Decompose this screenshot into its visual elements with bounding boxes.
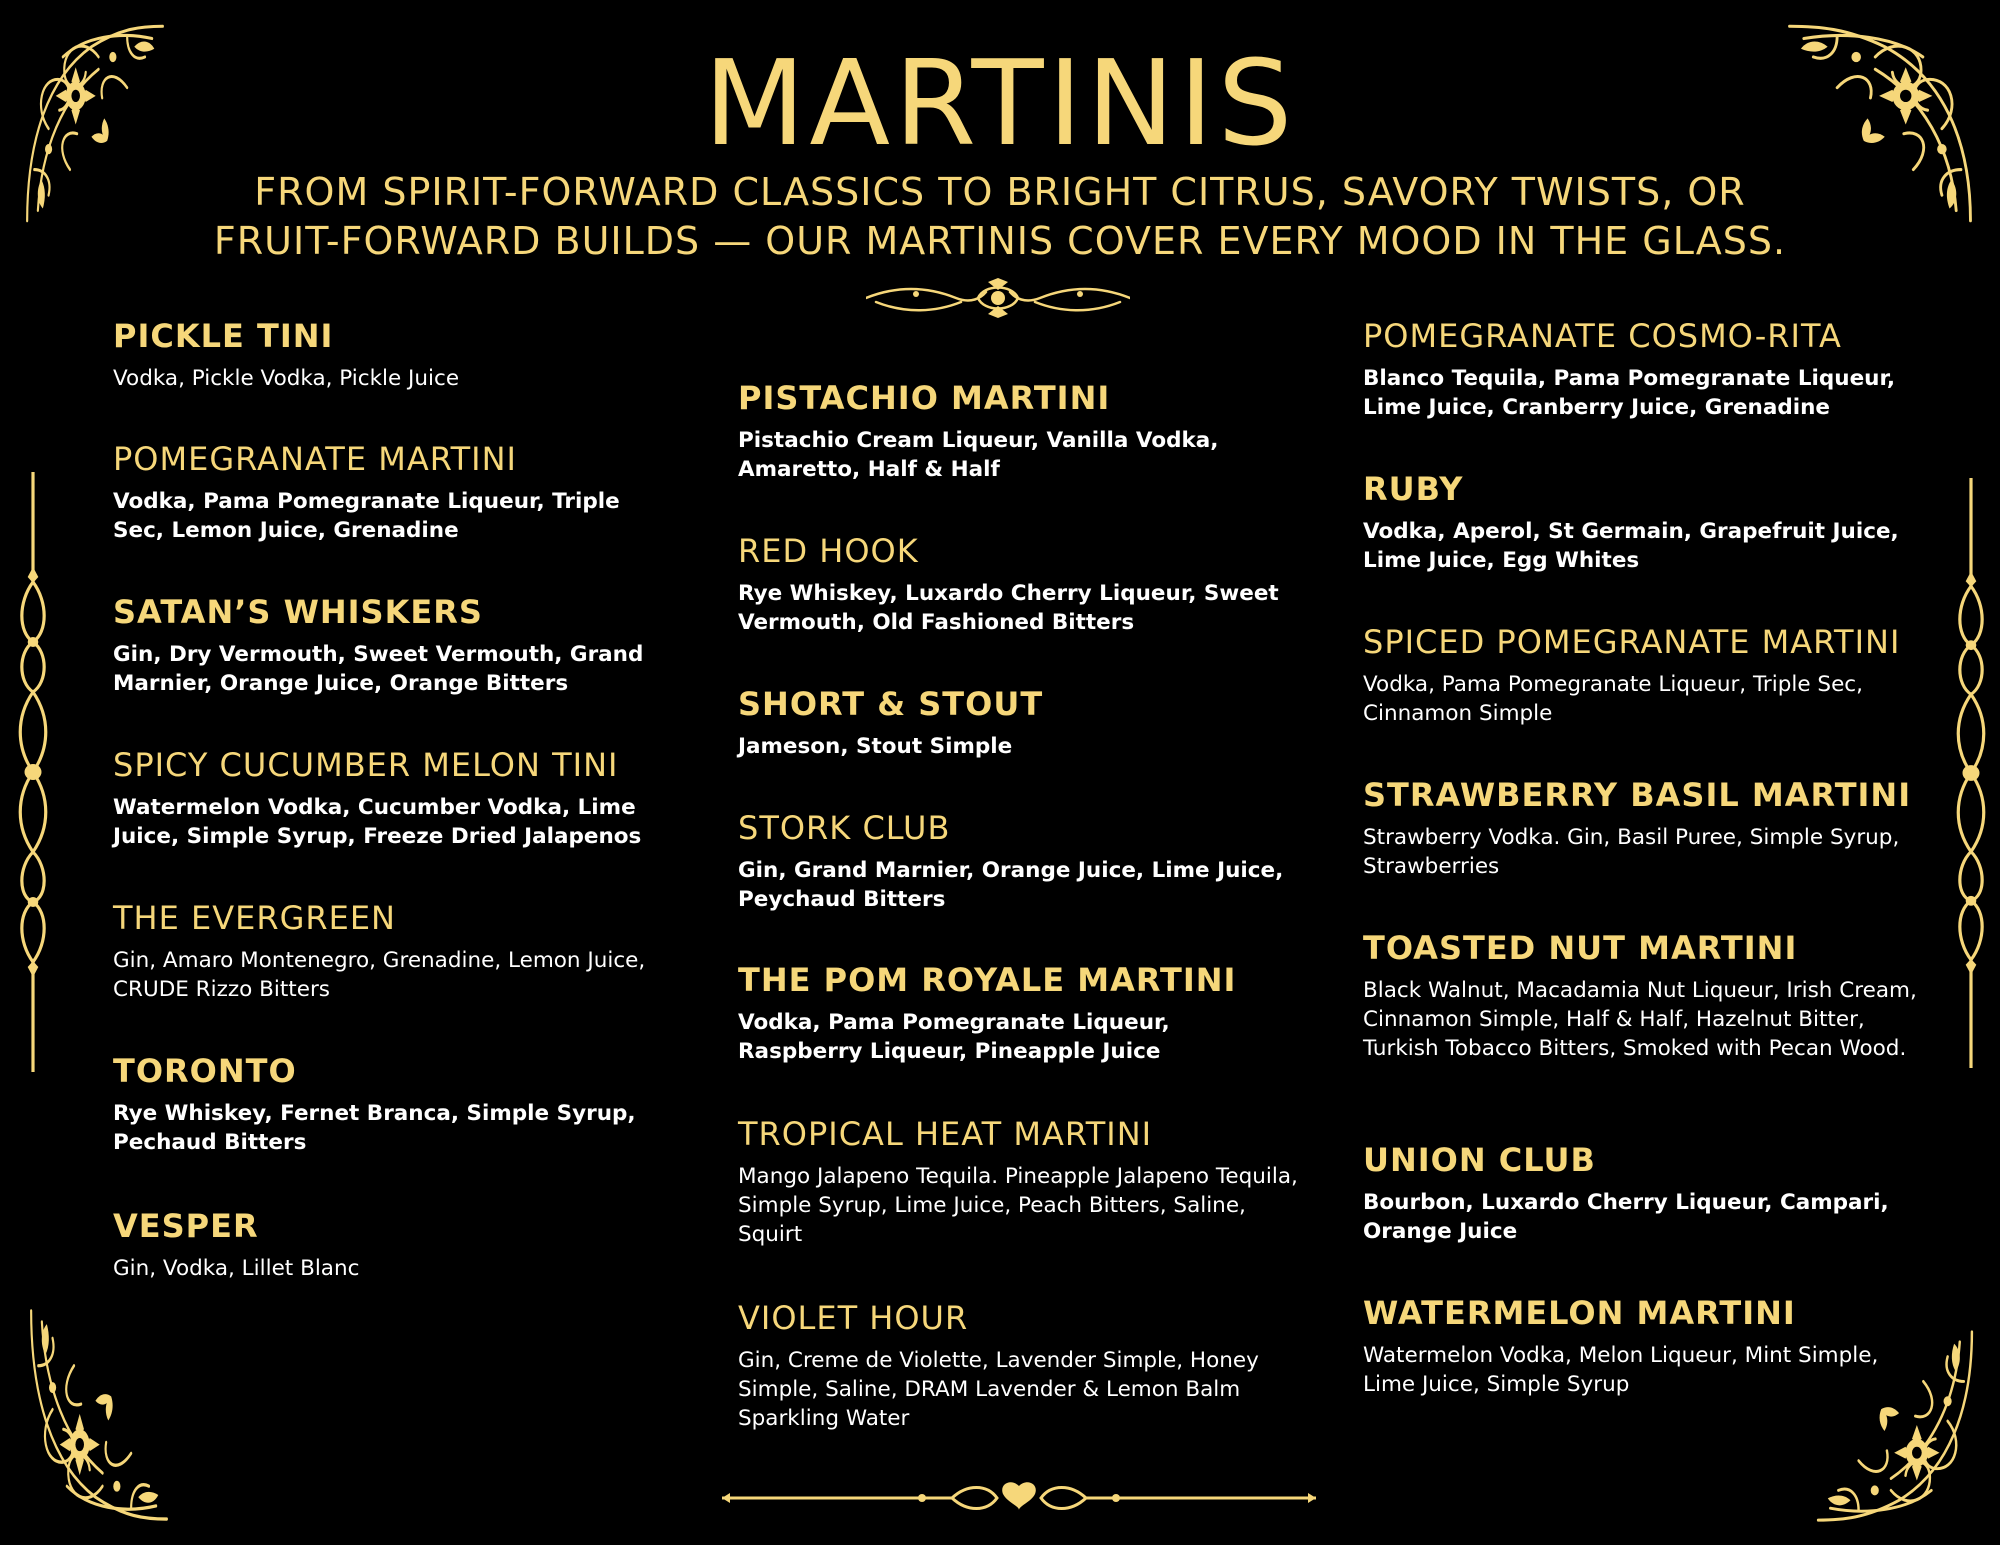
subtitle-line-1: FROM SPIRIT-FORWARD CLASSICS TO BRIGHT CITRUS, SAVORY TWISTS, OR <box>254 170 1746 214</box>
drink-name: WATERMELON MARTINI <box>1363 1294 1796 1332</box>
menu-item <box>1363 1293 1923 1399</box>
menu-item <box>113 898 673 1004</box>
menu-item <box>1363 775 1923 881</box>
drink-name: TORONTO <box>113 1052 297 1090</box>
drink-name: SPICED POMEGRANATE MARTINI <box>1363 623 1901 661</box>
drink-name: THE EVERGREEN <box>113 899 396 937</box>
floral-corner-ornament-icon-bottom-left <box>24 1300 174 1530</box>
drink-ingredients: Pistachio Cream Liqueur, Vanilla Vodka, Amaretto, Half & Half <box>738 428 1219 482</box>
menu-item <box>1363 622 1923 728</box>
drink-ingredients: Gin, Dry Vermouth, Sweet Vermouth, Grand Marnier, Orange Juice, Orange Bitters <box>113 642 644 696</box>
drink-ingredients: Gin, Amaro Montenegro, Grenadine, Lemon Juice, CRUDE Rizzo Bitters <box>113 948 646 1002</box>
vertical-scroll-ornament-icon-right <box>1954 478 1988 1068</box>
drink-ingredients: Gin, Grand Marnier, Orange Juice, Lime Juice, Peychaud Bitters <box>738 858 1284 912</box>
drink-ingredients: Gin, Vodka, Lillet Blanc <box>113 1256 360 1281</box>
drink-name: PICKLE TINI <box>113 317 334 355</box>
drink-ingredients: Rye Whiskey, Luxardo Cherry Liqueur, Sweet Vermouth, Old Fashioned Bitters <box>738 581 1279 635</box>
drink-ingredients: Blanco Tequila, Pama Pomegranate Liqueur, Lime Juice, Cranberry Juice, Grenadine <box>1363 366 1896 420</box>
drink-name: THE POM ROYALE MARTINI <box>738 961 1237 999</box>
page-subtitle <box>150 168 1850 266</box>
page-title: MARTINIS <box>703 34 1297 172</box>
menu-item <box>738 684 1298 761</box>
drink-name: VIOLET HOUR <box>738 1299 969 1337</box>
drink-ingredients: Jameson, Stout Simple <box>738 734 1013 759</box>
menu-item <box>113 745 673 851</box>
drink-ingredients: Vodka, Pickle Vodka, Pickle Juice <box>113 366 460 391</box>
drink-ingredients: Gin, Creme de Violette, Lavender Simple, Honey Simple, Saline, DRAM Lavender & Lemon Balm Sparkling Water <box>738 1348 1259 1431</box>
menu-item <box>1363 316 1923 422</box>
drink-name: UNION CLUB <box>1363 1141 1596 1179</box>
drink-name: RED HOOK <box>738 532 919 570</box>
menu-item <box>113 592 673 698</box>
drink-name: TROPICAL HEAT MARTINI <box>738 1115 1153 1153</box>
drink-ingredients: Black Walnut, Macadamia Nut Liqueur, Irish Cream, Cinnamon Simple, Half & Half, Hazelnut Bitter, Turkish Tobacco Bitters, Smoked with Pecan Wood. <box>1363 978 1917 1061</box>
drink-ingredients: Rye Whiskey, Fernet Branca, Simple Syrup, Pechaud Bitters <box>113 1101 636 1155</box>
menu-item <box>738 1114 1298 1249</box>
menu-item <box>1363 928 1923 1063</box>
menu-item <box>738 808 1298 914</box>
drink-ingredients: Vodka, Aperol, St Germain, Grapefruit Juice, Lime Juice, Egg Whites <box>1363 519 1899 573</box>
drink-name: RUBY <box>1363 470 1464 508</box>
drink-name: TOASTED NUT MARTINI <box>1363 929 1798 967</box>
drink-name: SPICY CUCUMBER MELON TINI <box>113 746 619 784</box>
drink-name: POMEGRANATE MARTINI <box>113 440 517 478</box>
drink-name: PISTACHIO MARTINI <box>738 379 1111 417</box>
drink-ingredients: Vodka, Pama Pomegranate Liqueur, Triple Sec, Lemon Juice, Grenadine <box>113 489 620 543</box>
drink-ingredients: Strawberry Vodka. Gin, Basil Puree, Simple Syrup, Strawberries <box>1363 825 1900 879</box>
drink-ingredients: Watermelon Vodka, Melon Liqueur, Mint Simple, Lime Juice, Simple Syrup <box>1363 1343 1879 1397</box>
drink-name: STRAWBERRY BASIL MARTINI <box>1363 776 1912 814</box>
drink-name: VESPER <box>113 1207 259 1245</box>
menu-item <box>113 439 673 545</box>
menu-item <box>738 378 1298 484</box>
drink-ingredients: Bourbon, Luxardo Cherry Liqueur, Campari, Orange Juice <box>1363 1190 1889 1244</box>
drink-name: SHORT & STOUT <box>738 685 1044 723</box>
drink-ingredients: Vodka, Pama Pomegranate Liqueur, Raspberry Liqueur, Pineapple Juice <box>738 1010 1170 1064</box>
drink-ingredients: Mango Jalapeno Tequila. Pineapple Jalapeno Tequila, Simple Syrup, Lime Juice, Peach Bitters, Saline, Squirt <box>738 1164 1298 1247</box>
menu-item <box>113 1206 673 1283</box>
drink-name: SATAN’S WHISKERS <box>113 593 483 631</box>
drink-name: POMEGRANATE COSMO-RITA <box>1363 317 1842 355</box>
menu-item <box>1363 469 1923 575</box>
menu-item <box>113 316 673 393</box>
menu-item <box>738 960 1298 1066</box>
menu-item <box>1363 1140 1923 1246</box>
menu-item <box>113 1051 673 1157</box>
drink-ingredients: Watermelon Vodka, Cucumber Vodka, Lime Juice, Simple Syrup, Freeze Dried Jalapenos <box>113 795 642 849</box>
menu-item <box>738 1298 1298 1433</box>
menu-item <box>738 531 1298 637</box>
scroll-divider-icon-top <box>866 276 1130 320</box>
vertical-scroll-ornament-icon-left <box>16 472 50 1072</box>
scroll-divider-icon-bottom <box>722 1478 1316 1518</box>
subtitle-line-2: FRUIT-FORWARD BUILDS — OUR MARTINIS COVER EVERY MOOD IN THE GLASS. <box>213 219 1787 263</box>
drink-ingredients: Vodka, Pama Pomegranate Liqueur, Triple Sec, Cinnamon Simple <box>1363 672 1863 726</box>
drink-name: STORK CLUB <box>738 809 951 847</box>
